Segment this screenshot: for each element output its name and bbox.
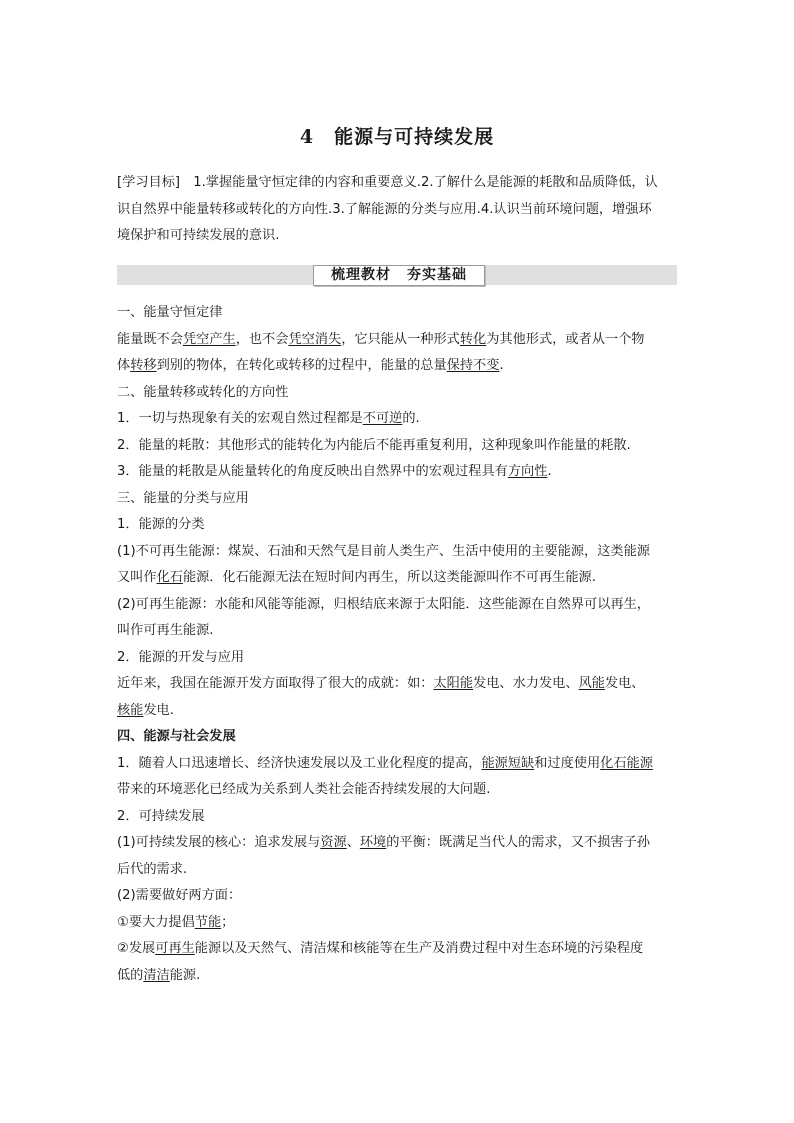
section-heading: 三、能量的分类与应用 (117, 490, 249, 506)
fill-blank: 太阳能 (433, 676, 474, 691)
section-number: 4 (299, 126, 315, 148)
paragraph-line: (2)需要做好两方面： (117, 888, 242, 903)
fill-blank: 不可逆 (362, 411, 403, 426)
paragraph-line: 能量既不会凭空产生，也不会凭空消失，它只能从一种形式转化为其他形式，或者从一个物 (117, 331, 645, 347)
title-text: 能源与可持续发展 (334, 126, 495, 148)
paragraph-line: ①要大力提倡节能； (117, 914, 235, 930)
paragraph-line: 1．随着人口迅速增长、经济快速发展以及工业化程度的提高，能源短缺和过度使用化石能源 (117, 755, 653, 771)
fill-blank: 化石 (156, 570, 183, 585)
sub-heading: 2．可持续发展 (117, 808, 205, 824)
banner-right-text: 夯实基础 (407, 267, 467, 283)
paragraph-line: 1．一切与热现象有关的宏观自然过程都是不可逆的. (117, 411, 420, 426)
fill-blank: 保持不变 (446, 358, 500, 373)
fill-blank: 清洁 (143, 967, 170, 983)
fill-blank: 转化 (459, 331, 487, 347)
goals-line: [学习目标] 1.掌握能量守恒定律的内容和重要意义.2.了解什么是能源的耗散和品质降低，认 (117, 175, 658, 190)
paragraph-line: (1)可持续发展的核心：追求发展与资源、环境的平衡：既满足当代人的需求，又不损害子孙 (117, 835, 650, 850)
fill-blank: 环境 (359, 835, 387, 850)
banner-label (313, 265, 485, 286)
paragraph-line: 2．能量的耗散：其他形式的能转化为内能后不能再重复利用，这种现象叫作能量的耗散. (117, 437, 631, 453)
page-title (0, 122, 794, 149)
fill-blank: 节能 (194, 914, 222, 930)
paragraph-line: 体转移到别的物体，在转化或转移的过程中，能量的总量保持不变. (117, 358, 504, 373)
paragraph-line: (1)不可再生能源：煤炭、石油和天然气是目前人类生产、生活中使用的主要能源，这类能源 (117, 543, 650, 559)
paragraph-line: (2)可再生能源：水能和风能等能源，归根结底来源于太阳能．这些能源在自然界可以再生， (117, 596, 650, 612)
fill-blank: 资源 (320, 835, 347, 850)
paragraph-line: 叫作可再生能源. (117, 623, 214, 638)
goals-line: 识自然界中能量转移或转化的方向性.3.了解能源的分类与应用.4.认识当前环境问题，增强环 (117, 201, 652, 217)
fill-blank: 凭空产生 (182, 331, 236, 347)
fill-blank: 转移 (130, 358, 157, 373)
goals-line: 境保护和可持续发展的意识. (117, 228, 280, 243)
sub-heading: 2．能源的开发与应用 (117, 649, 245, 665)
fill-blank: 凭空消失 (288, 331, 342, 347)
content-body (117, 300, 677, 989)
fill-blank: 风能 (578, 676, 605, 691)
section-banner (117, 265, 677, 285)
paragraph-line: 带来的环境恶化已经成为关系到人类社会能否持续发展的大问题. (117, 782, 491, 797)
paragraph-line: 3．能量的耗散是从能量转化的角度反映出自然界中的宏观过程具有方向性. (117, 464, 552, 479)
fill-blank: 方向性 (507, 464, 548, 479)
paragraph-line: 又叫作化石能源．化石能源无法在短时间内再生，所以这类能源叫作不可再生能源. (117, 570, 596, 585)
sub-heading: 1．能源的分类 (117, 517, 205, 532)
paragraph-line: 核能发电. (117, 702, 174, 718)
paragraph-line: 后代的需求. (117, 861, 188, 877)
fill-blank: 化石能源 (600, 755, 653, 771)
fill-blank: 核能 (117, 702, 144, 718)
paragraph-line: 低的清洁能源. (117, 967, 201, 983)
fill-blank: 可再生 (155, 941, 195, 956)
banner-left-text: 梳理教材 (331, 267, 391, 283)
paragraph-line: 近年来，我国在能源开发方面取得了很大的成就：如：太阳能发电、水力发电、风能发电、 (117, 676, 645, 691)
section-heading: 四、能源与社会发展 (117, 729, 236, 744)
learning-goals (117, 170, 677, 250)
section-heading: 二、能量转移或转化的方向性 (117, 384, 289, 400)
fill-blank: 能源短缺 (481, 755, 535, 771)
paragraph-line: ②发展可再生能源以及天然气、清洁煤和核能等在生产及消费过程中对生态环境的污染程度 (117, 941, 644, 956)
section-heading: 一、能量守恒定律 (117, 305, 223, 320)
